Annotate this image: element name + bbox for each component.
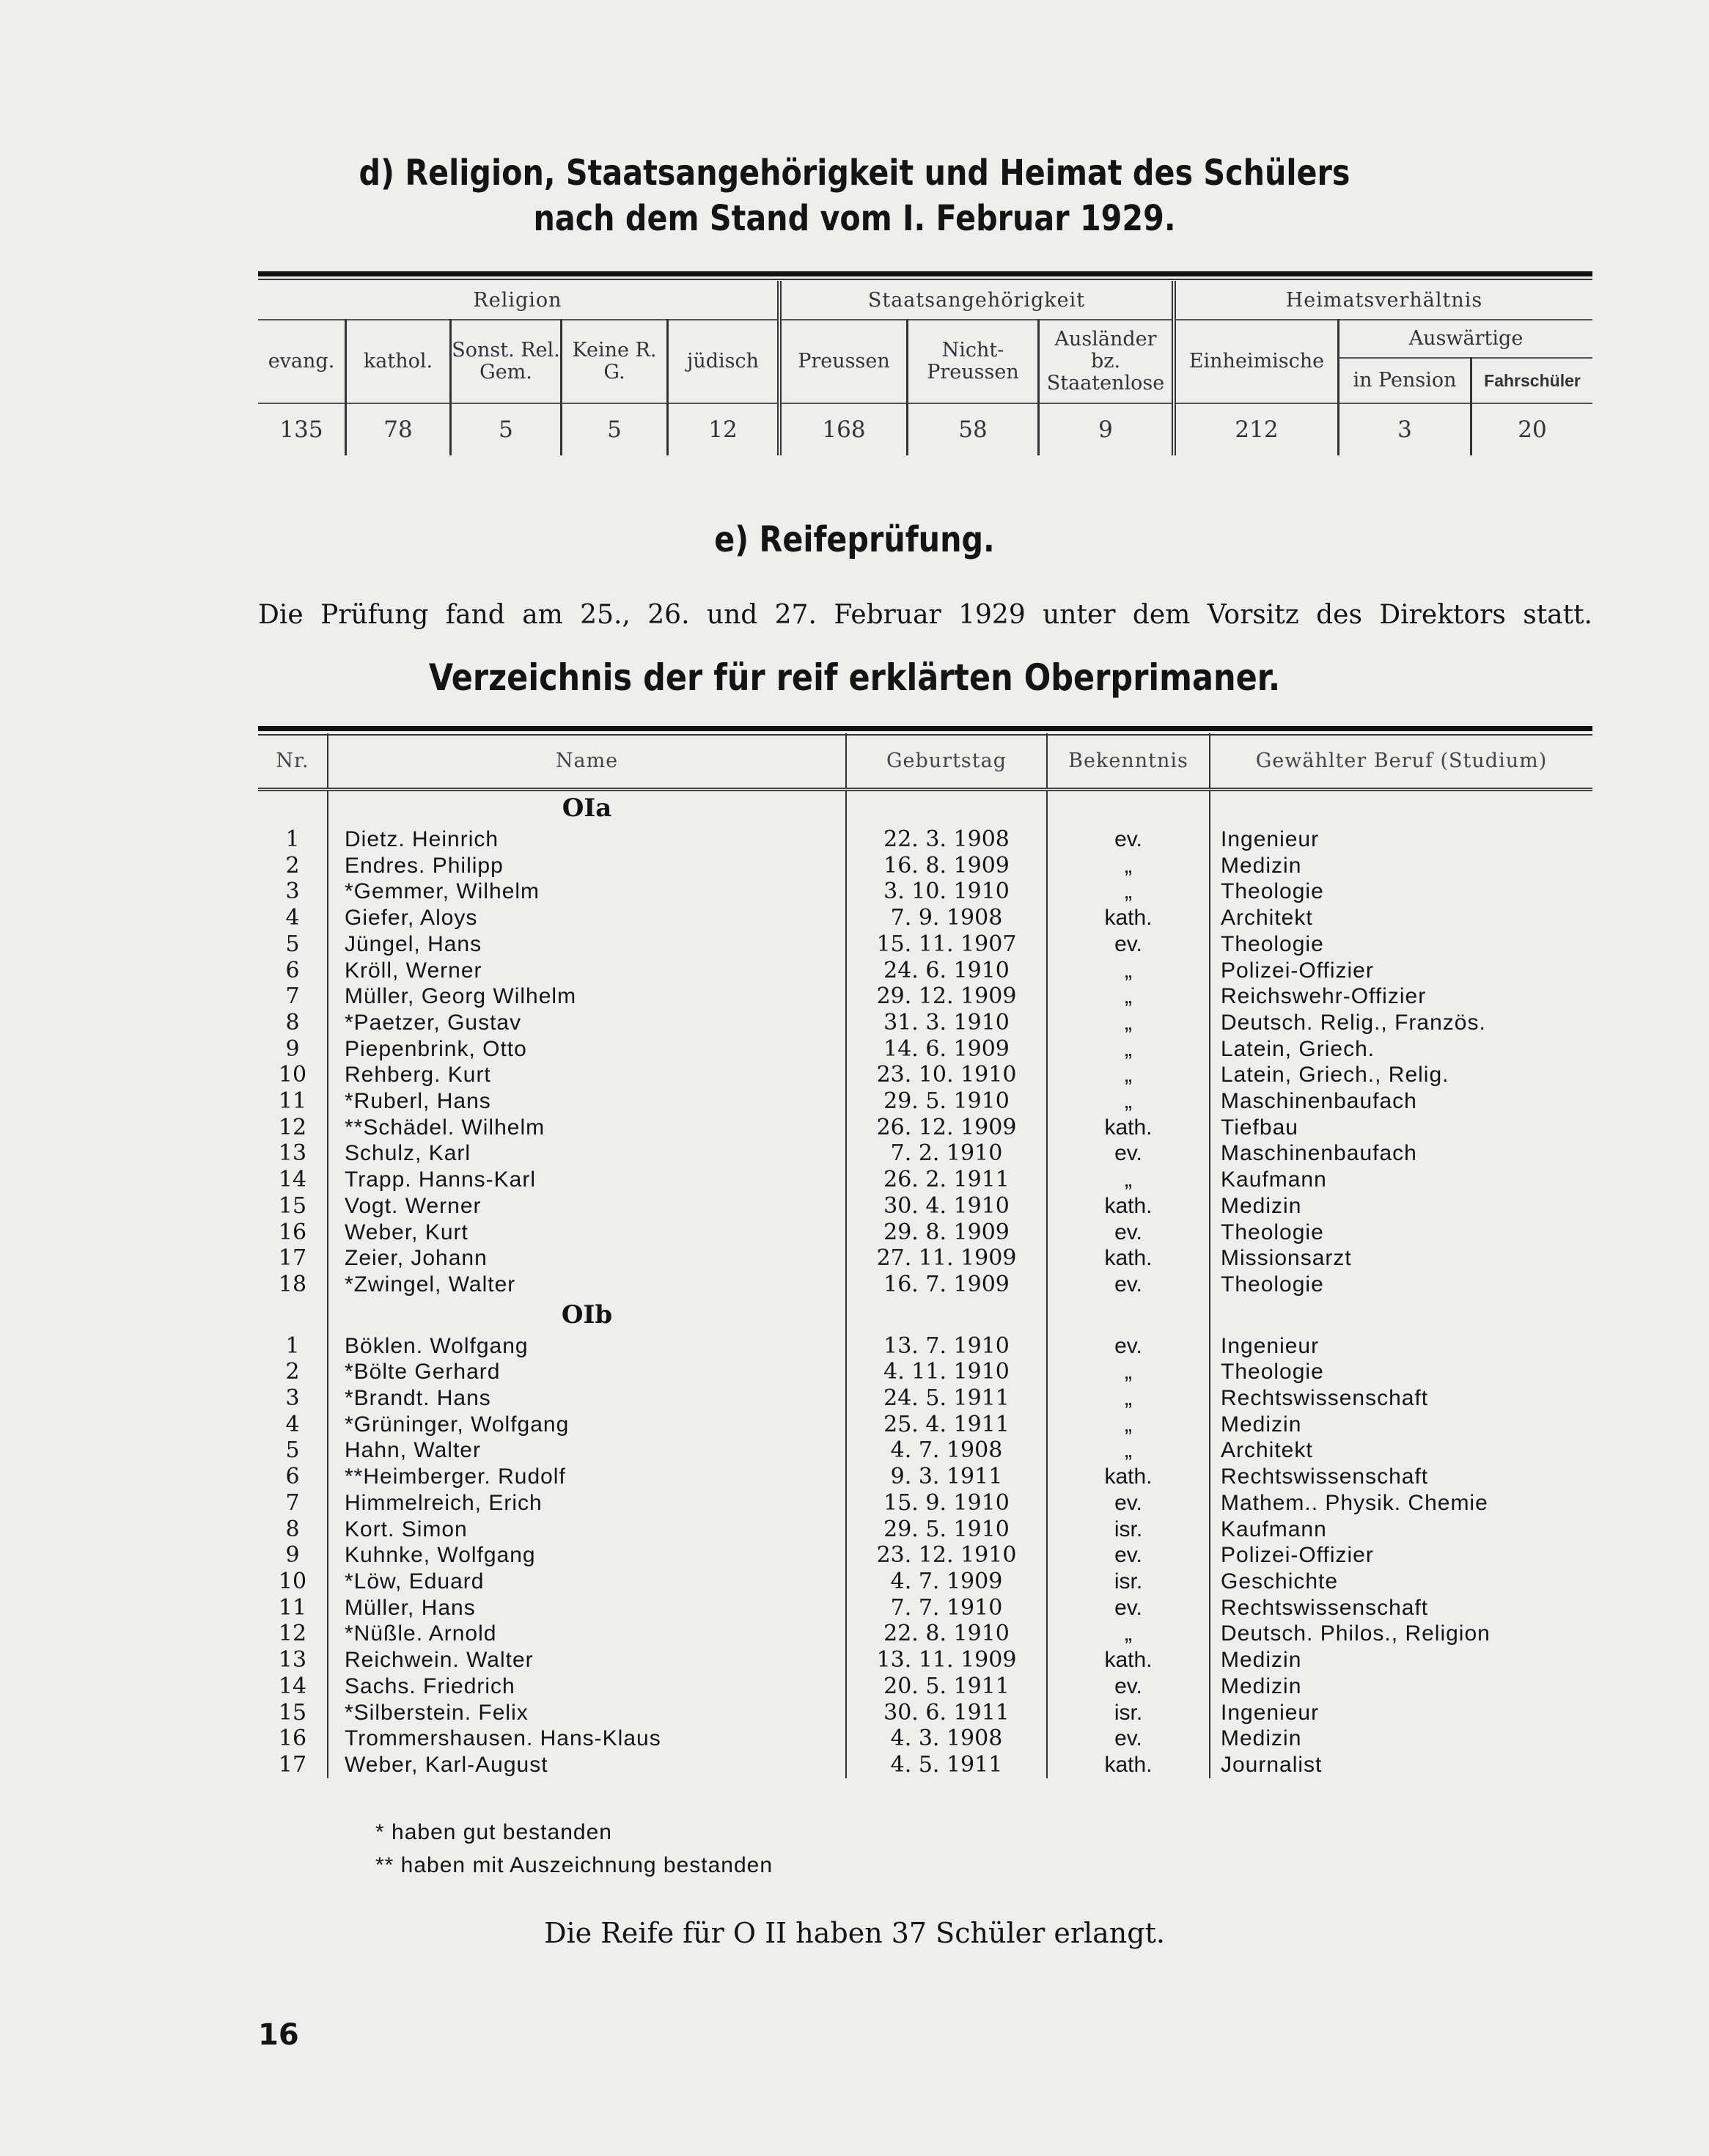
student-career: Tiefbau bbox=[1210, 1115, 1592, 1141]
student-birthdate: 27. 11. 1909 bbox=[846, 1245, 1047, 1272]
student-row bbox=[258, 1062, 1592, 1088]
val-kathol: 78 bbox=[346, 403, 451, 455]
student-confession: kath. bbox=[1047, 1752, 1210, 1778]
class-heading-nr-cell bbox=[258, 790, 328, 827]
student-birthdate: 22. 3. 1908 bbox=[846, 826, 1047, 853]
student-career: Theologie bbox=[1210, 1220, 1592, 1246]
student-career: Medizin bbox=[1210, 1412, 1592, 1438]
student-nr: 8 bbox=[285, 1516, 300, 1542]
student-name: Hahn, Walter bbox=[328, 1437, 846, 1464]
student-row bbox=[258, 1464, 1592, 1490]
student-career: Deutsch. Relig., Französ. bbox=[1210, 1010, 1592, 1036]
student-confession: „ bbox=[1047, 1437, 1210, 1464]
student-row bbox=[258, 1517, 1592, 1543]
student-nr: 6 bbox=[285, 1464, 300, 1490]
col-juedisch: jüdisch bbox=[668, 320, 780, 403]
student-name: *Bölte Gerhard bbox=[328, 1359, 846, 1385]
col-evang: evang. bbox=[258, 320, 346, 403]
student-career: Theologie bbox=[1210, 879, 1592, 905]
student-career: Medizin bbox=[1210, 1193, 1592, 1220]
student-birthdate: 16. 8. 1909 bbox=[846, 853, 1047, 879]
student-nr: 8 bbox=[285, 1009, 300, 1035]
student-career: Missionsarzt bbox=[1210, 1245, 1592, 1272]
student-name: Kröll, Werner bbox=[328, 958, 846, 984]
student-row bbox=[258, 1595, 1592, 1621]
student-nr: 17 bbox=[278, 1751, 307, 1778]
student-confession: ev. bbox=[1047, 1595, 1210, 1621]
top-rule bbox=[258, 271, 1592, 276]
student-name: Endres. Philipp bbox=[328, 853, 846, 879]
list-title: Verzeichnis der für reif erklärten Oberprimaner. bbox=[428, 656, 1281, 699]
student-birthdate: 29. 12. 1909 bbox=[846, 983, 1047, 1010]
student-confession: kath. bbox=[1047, 1464, 1210, 1490]
student-nr: 6 bbox=[285, 957, 300, 983]
student-row bbox=[258, 1542, 1592, 1569]
student-career: Kaufmann bbox=[1210, 1167, 1592, 1193]
student-confession: ev. bbox=[1047, 931, 1210, 958]
page-number: 16 bbox=[258, 2018, 299, 2052]
group-heimat: Heimatsverhältnis bbox=[1174, 281, 1592, 320]
val-evang: 135 bbox=[279, 417, 323, 443]
student-birthdate: 24. 5. 1911 bbox=[846, 1385, 1047, 1412]
student-confession: „ bbox=[1047, 1167, 1210, 1193]
student-confession: kath. bbox=[1047, 1647, 1210, 1673]
student-nr: 5 bbox=[285, 931, 300, 957]
student-career: Architekt bbox=[1210, 905, 1592, 931]
student-nr: 15 bbox=[278, 1192, 307, 1219]
student-confession: kath. bbox=[1047, 1115, 1210, 1141]
student-name: **Schädel. Wilhelm bbox=[328, 1115, 846, 1141]
student-nr: 17 bbox=[278, 1245, 307, 1272]
student-career: Medizin bbox=[1210, 1726, 1592, 1752]
student-birthdate: 23. 10. 1910 bbox=[846, 1062, 1047, 1088]
student-birthdate: 30. 6. 1911 bbox=[846, 1700, 1047, 1726]
student-name: *Zwingel, Walter bbox=[328, 1272, 846, 1298]
header-name: Name bbox=[328, 733, 846, 790]
student-career: Maschinenbaufach bbox=[1210, 1140, 1592, 1167]
student-name: *Brandt. Hans bbox=[328, 1385, 846, 1412]
student-row bbox=[258, 1245, 1592, 1272]
student-career: Kaufmann bbox=[1210, 1517, 1592, 1543]
student-nr: 13 bbox=[278, 1140, 307, 1167]
student-name: Schulz, Karl bbox=[328, 1140, 846, 1167]
student-confession: „ bbox=[1047, 1062, 1210, 1088]
class-heading-row bbox=[258, 790, 1592, 827]
student-nr: 4 bbox=[285, 905, 300, 931]
student-career: Ingenieur bbox=[1210, 1333, 1592, 1360]
student-career: Theologie bbox=[1210, 1272, 1592, 1298]
col-auslaender: Ausländer bz. Staatenlose bbox=[1039, 320, 1175, 403]
class-heading: OIa bbox=[328, 790, 846, 827]
student-row bbox=[258, 1115, 1592, 1141]
student-nr: 14 bbox=[278, 1167, 307, 1193]
student-name: *Paetzer, Gustav bbox=[328, 1010, 846, 1036]
student-nr: 9 bbox=[285, 1035, 300, 1062]
student-row bbox=[258, 1088, 1592, 1115]
student-row bbox=[258, 1220, 1592, 1246]
val-fahrschueler: 20 bbox=[1471, 403, 1593, 455]
student-career: Medizin bbox=[1210, 1647, 1592, 1673]
student-career: Rechtswissenschaft bbox=[1210, 1385, 1592, 1412]
footnote-auszeichnung: ** haben mit Auszeichnung bestanden bbox=[375, 1853, 773, 1877]
student-career: Geschichte bbox=[1210, 1569, 1592, 1595]
student-nr: 18 bbox=[278, 1271, 307, 1297]
student-confession: ev. bbox=[1047, 826, 1210, 853]
student-row bbox=[258, 1140, 1592, 1167]
student-confession: „ bbox=[1047, 1621, 1210, 1647]
student-nr: 11 bbox=[278, 1088, 307, 1115]
student-name: *Löw, Eduard bbox=[328, 1569, 846, 1595]
student-row bbox=[258, 826, 1592, 853]
col-keine-rg: Keine R. G. bbox=[562, 320, 668, 403]
student-confession: „ bbox=[1047, 1036, 1210, 1063]
col-kathol: kathol. bbox=[346, 320, 451, 403]
student-nr: 7 bbox=[285, 1489, 300, 1516]
student-birthdate: 26. 12. 1909 bbox=[846, 1115, 1047, 1141]
student-confession: „ bbox=[1047, 1359, 1210, 1385]
class-heading-empty bbox=[846, 1298, 1047, 1333]
class-heading-empty bbox=[846, 790, 1047, 827]
student-row bbox=[258, 931, 1592, 958]
student-row bbox=[258, 1647, 1592, 1673]
student-confession: „ bbox=[1047, 879, 1210, 905]
student-nr: 5 bbox=[285, 1437, 300, 1464]
student-birthdate: 25. 4. 1911 bbox=[846, 1412, 1047, 1438]
student-nr: 1 bbox=[285, 826, 300, 852]
student-birthdate: 26. 2. 1911 bbox=[846, 1167, 1047, 1193]
val-nicht-preussen: 58 bbox=[908, 403, 1039, 455]
student-name: Sachs. Friedrich bbox=[328, 1673, 846, 1700]
student-birthdate: 29. 5. 1910 bbox=[846, 1088, 1047, 1115]
student-name: *Grüninger, Wolfgang bbox=[328, 1412, 846, 1438]
student-nr: 7 bbox=[285, 983, 300, 1010]
class-heading: OIb bbox=[328, 1298, 846, 1333]
student-confession: ev. bbox=[1047, 1140, 1210, 1167]
student-row bbox=[258, 1385, 1592, 1412]
student-name: Trommershausen. Hans-Klaus bbox=[328, 1726, 846, 1752]
student-nr: 3 bbox=[285, 879, 300, 905]
student-career: Medizin bbox=[1210, 1673, 1592, 1700]
student-birthdate: 7. 7. 1910 bbox=[846, 1595, 1047, 1621]
student-birthdate: 29. 8. 1909 bbox=[846, 1220, 1047, 1246]
student-nr: 12 bbox=[278, 1114, 307, 1140]
student-row bbox=[258, 1569, 1592, 1595]
statistics-table bbox=[258, 281, 1592, 455]
student-birthdate: 16. 7. 1909 bbox=[846, 1272, 1047, 1298]
student-confession: „ bbox=[1047, 1088, 1210, 1115]
student-nr: 2 bbox=[285, 1359, 300, 1385]
student-nr: 10 bbox=[278, 1568, 307, 1594]
student-confession: „ bbox=[1047, 1010, 1210, 1036]
header-bekenntnis: Bekenntnis bbox=[1047, 733, 1210, 790]
student-confession: „ bbox=[1047, 983, 1210, 1010]
class-heading-empty bbox=[1047, 790, 1210, 827]
student-nr: 9 bbox=[285, 1542, 300, 1569]
student-row bbox=[258, 983, 1592, 1010]
student-name: **Heimberger. Rudolf bbox=[328, 1464, 846, 1490]
student-career: Latein, Griech., Relig. bbox=[1210, 1062, 1592, 1088]
student-name: Dietz. Heinrich bbox=[328, 826, 846, 853]
closing-sentence: Die Reife für O II haben 37 Schüler erlangt. bbox=[544, 1917, 1165, 1949]
student-birthdate: 15. 9. 1910 bbox=[846, 1490, 1047, 1517]
student-row bbox=[258, 853, 1592, 879]
student-name: Weber, Karl-August bbox=[328, 1752, 846, 1778]
student-confession: isr. bbox=[1047, 1700, 1210, 1726]
student-birthdate: 30. 4. 1910 bbox=[846, 1193, 1047, 1220]
student-nr: 16 bbox=[278, 1219, 307, 1245]
col-sonst-rel: Sonst. Rel. Gem. bbox=[451, 320, 562, 403]
student-birthdate: 29. 5. 1910 bbox=[846, 1517, 1047, 1543]
student-nr: 11 bbox=[278, 1594, 307, 1621]
class-heading-empty bbox=[1047, 1298, 1210, 1333]
student-nr: 14 bbox=[278, 1673, 307, 1699]
val-juedisch: 12 bbox=[668, 403, 780, 455]
group-staatsangehoerigkeit: Staatsangehörigkeit bbox=[779, 281, 1174, 320]
student-birthdate: 31. 3. 1910 bbox=[846, 1010, 1047, 1036]
student-row bbox=[258, 1752, 1592, 1778]
student-career: Journalist bbox=[1210, 1752, 1592, 1778]
student-career: Mathem.. Physik. Chemie bbox=[1210, 1490, 1592, 1517]
class-heading-empty bbox=[1210, 790, 1592, 827]
student-confession: ev. bbox=[1047, 1333, 1210, 1360]
student-birthdate: 7. 2. 1910 bbox=[846, 1140, 1047, 1167]
student-name: *Ruberl, Hans bbox=[328, 1088, 846, 1115]
graduates-table bbox=[258, 733, 1592, 1778]
student-name: Reichwein. Walter bbox=[328, 1647, 846, 1673]
student-nr: 10 bbox=[278, 1062, 307, 1088]
student-career: Ingenieur bbox=[1210, 1700, 1592, 1726]
val-in-pension: 3 bbox=[1339, 403, 1471, 455]
student-name: Müller, Georg Wilhelm bbox=[328, 983, 846, 1010]
student-name: Kort. Simon bbox=[328, 1517, 846, 1543]
student-career: Polizei-Offizier bbox=[1210, 1542, 1592, 1569]
student-row bbox=[258, 1621, 1592, 1647]
student-birthdate: 15. 11. 1907 bbox=[846, 931, 1047, 958]
section-d-title-line1: d) Religion, Staatsangehörigkeit und Heimat des Schülers bbox=[359, 153, 1350, 194]
student-birthdate: 4. 7. 1909 bbox=[846, 1569, 1047, 1595]
student-nr: 3 bbox=[285, 1385, 300, 1412]
section-d-title-line2: nach dem Stand vom I. Februar 1929. bbox=[533, 198, 1176, 239]
student-name: Zeier, Johann bbox=[328, 1245, 846, 1272]
section-e-title: e) Reifeprüfung. bbox=[714, 519, 995, 560]
student-row bbox=[258, 905, 1592, 931]
student-name: Böklen. Wolfgang bbox=[328, 1333, 846, 1360]
student-confession: ev. bbox=[1047, 1490, 1210, 1517]
student-confession: isr. bbox=[1047, 1517, 1210, 1543]
student-confession: kath. bbox=[1047, 905, 1210, 931]
student-name: Jüngel, Hans bbox=[328, 931, 846, 958]
student-name: Himmelreich, Erich bbox=[328, 1490, 846, 1517]
student-birthdate: 13. 7. 1910 bbox=[846, 1333, 1047, 1360]
student-career: Ingenieur bbox=[1210, 826, 1592, 853]
class-heading-nr-cell bbox=[258, 1298, 328, 1333]
student-birthdate: 4. 11. 1910 bbox=[846, 1359, 1047, 1385]
student-confession: ev. bbox=[1047, 1542, 1210, 1569]
student-name: *Silberstein. Felix bbox=[328, 1700, 846, 1726]
student-career: Reichswehr-Offizier bbox=[1210, 983, 1592, 1010]
student-row bbox=[258, 1167, 1592, 1193]
student-career: Theologie bbox=[1210, 931, 1592, 958]
student-name: Piepenbrink, Otto bbox=[328, 1036, 846, 1063]
footnote-gut: * haben gut bestanden bbox=[375, 1820, 612, 1844]
student-confession: kath. bbox=[1047, 1193, 1210, 1220]
student-confession: „ bbox=[1047, 958, 1210, 984]
student-birthdate: 22. 8. 1910 bbox=[846, 1621, 1047, 1647]
student-career: Rechtswissenschaft bbox=[1210, 1464, 1592, 1490]
graduates-body bbox=[258, 790, 1592, 1778]
student-nr: 2 bbox=[285, 852, 300, 879]
col-preussen: Preussen bbox=[779, 320, 908, 403]
group-religion: Religion bbox=[258, 281, 779, 320]
student-birthdate: 4. 5. 1911 bbox=[846, 1752, 1047, 1778]
student-name: Müller, Hans bbox=[328, 1595, 846, 1621]
top-rule-thin bbox=[258, 279, 1592, 280]
col-in-pension: in Pension bbox=[1339, 358, 1471, 403]
student-confession: „ bbox=[1047, 1412, 1210, 1438]
student-row bbox=[258, 1193, 1592, 1220]
student-confession: ev. bbox=[1047, 1673, 1210, 1700]
student-career: Polizei-Offizier bbox=[1210, 958, 1592, 984]
student-row bbox=[258, 1272, 1592, 1298]
student-nr: 15 bbox=[278, 1699, 307, 1726]
student-name: Rehberg. Kurt bbox=[328, 1062, 846, 1088]
student-row bbox=[258, 1673, 1592, 1700]
student-confession: ev. bbox=[1047, 1272, 1210, 1298]
class-heading-empty bbox=[1210, 1298, 1592, 1333]
group-auswaertige: Auswärtige bbox=[1339, 320, 1593, 358]
student-birthdate: 13. 11. 1909 bbox=[846, 1647, 1047, 1673]
student-confession: kath. bbox=[1047, 1245, 1210, 1272]
class-heading-row bbox=[258, 1298, 1592, 1333]
student-career: Medizin bbox=[1210, 853, 1592, 879]
student-birthdate: 24. 6. 1910 bbox=[846, 958, 1047, 984]
col-einheimische: Einheimische bbox=[1174, 320, 1339, 403]
student-birthdate: 20. 5. 1911 bbox=[846, 1673, 1047, 1700]
student-name: Vogt. Werner bbox=[328, 1193, 846, 1220]
student-row bbox=[258, 1010, 1592, 1036]
student-name: *Nüßle. Arnold bbox=[328, 1621, 846, 1647]
val-einheimische: 212 bbox=[1174, 403, 1339, 455]
student-nr: 4 bbox=[285, 1411, 300, 1437]
student-career: Architekt bbox=[1210, 1437, 1592, 1464]
student-name: Kuhnke, Wolfgang bbox=[328, 1542, 846, 1569]
student-confession: „ bbox=[1047, 853, 1210, 879]
student-name: *Gemmer, Wilhelm bbox=[328, 879, 846, 905]
student-birthdate: 4. 7. 1908 bbox=[846, 1437, 1047, 1464]
student-row bbox=[258, 1333, 1592, 1360]
student-name: Trapp. Hanns-Karl bbox=[328, 1167, 846, 1193]
val-keine-rg: 5 bbox=[562, 403, 668, 455]
val-sonst-rel: 5 bbox=[451, 403, 562, 455]
col-fahrschueler: Fahrschüler bbox=[1471, 358, 1593, 403]
student-row bbox=[258, 1437, 1592, 1464]
student-career: Latein, Griech. bbox=[1210, 1036, 1592, 1063]
student-career: Theologie bbox=[1210, 1359, 1592, 1385]
student-career: Rechtswissenschaft bbox=[1210, 1595, 1592, 1621]
student-row bbox=[258, 1412, 1592, 1438]
student-nr: 1 bbox=[285, 1332, 300, 1359]
student-row bbox=[258, 958, 1592, 984]
student-confession: ev. bbox=[1047, 1726, 1210, 1752]
exam-intro-text: Die Prüfung fand am 25., 26. und 27. Februar 1929 unter dem Vorsitz des Direktors statt. bbox=[258, 600, 1592, 630]
student-row bbox=[258, 1700, 1592, 1726]
student-row bbox=[258, 1359, 1592, 1385]
student-confession: „ bbox=[1047, 1385, 1210, 1412]
student-name: Giefer, Aloys bbox=[328, 905, 846, 931]
student-row bbox=[258, 1490, 1592, 1517]
list-top-rule bbox=[258, 726, 1592, 731]
val-preussen: 168 bbox=[779, 403, 908, 455]
student-birthdate: 7. 9. 1908 bbox=[846, 905, 1047, 931]
val-auslaender: 9 bbox=[1039, 403, 1175, 455]
student-confession: ev. bbox=[1047, 1220, 1210, 1246]
student-nr: 12 bbox=[278, 1621, 307, 1647]
student-confession: isr. bbox=[1047, 1569, 1210, 1595]
student-nr: 16 bbox=[278, 1726, 307, 1752]
header-geburtstag: Geburtstag bbox=[846, 733, 1047, 790]
student-birthdate: 9. 3. 1911 bbox=[846, 1464, 1047, 1490]
student-career: Maschinenbaufach bbox=[1210, 1088, 1592, 1115]
col-nicht-preussen: Nicht-Preussen bbox=[908, 320, 1039, 403]
student-name: Weber, Kurt bbox=[328, 1220, 846, 1246]
header-nr: Nr. bbox=[258, 733, 328, 790]
student-birthdate: 23. 12. 1910 bbox=[846, 1542, 1047, 1569]
student-row bbox=[258, 1726, 1592, 1752]
student-birthdate: 3. 10. 1910 bbox=[846, 879, 1047, 905]
student-birthdate: 4. 3. 1908 bbox=[846, 1726, 1047, 1752]
student-row bbox=[258, 879, 1592, 905]
student-career: Deutsch. Philos., Religion bbox=[1210, 1621, 1592, 1647]
header-beruf: Gewählter Beruf (Studium) bbox=[1210, 733, 1592, 790]
student-nr: 13 bbox=[278, 1647, 307, 1673]
student-birthdate: 14. 6. 1909 bbox=[846, 1036, 1047, 1063]
student-row bbox=[258, 1036, 1592, 1063]
